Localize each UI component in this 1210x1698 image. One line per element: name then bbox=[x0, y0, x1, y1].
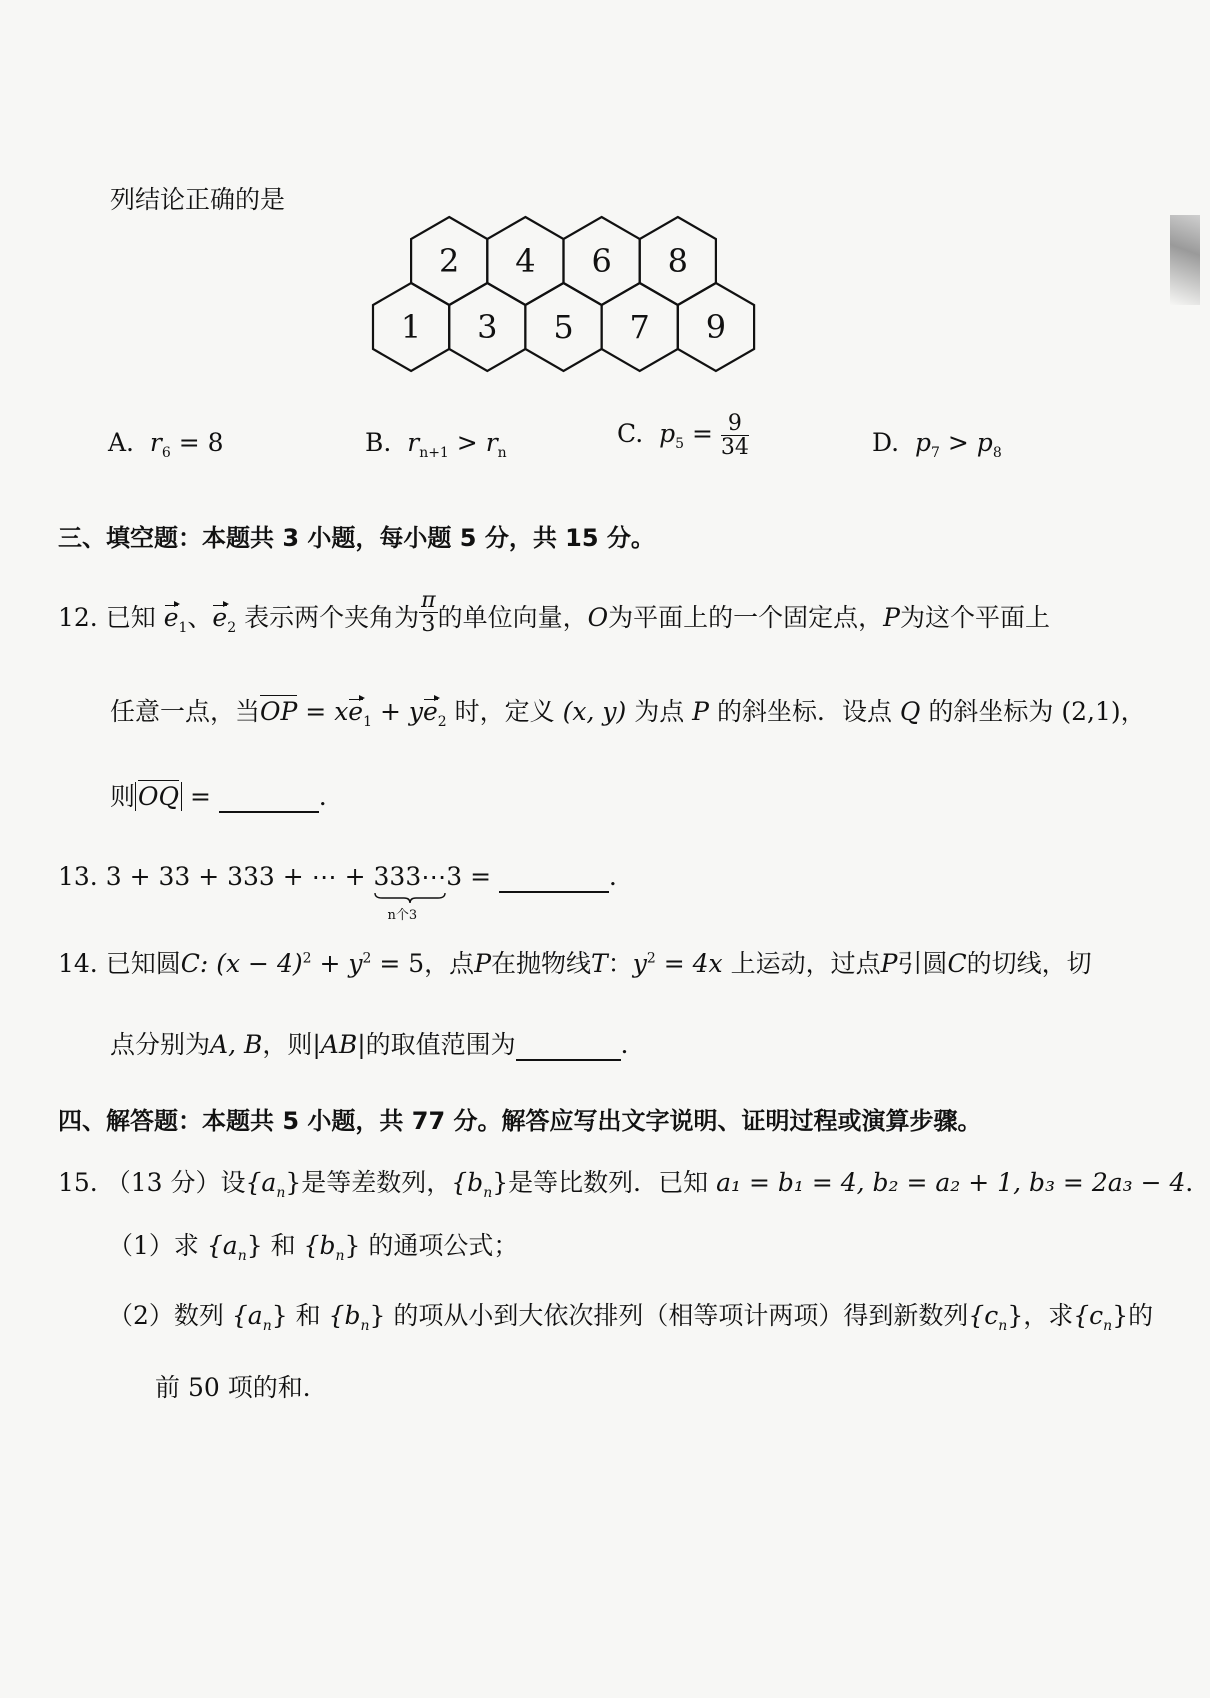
hexagon-figure bbox=[370, 215, 770, 375]
q14-text-c: 在抛物线 bbox=[491, 949, 592, 978]
option-a-label: A. bbox=[108, 428, 135, 457]
vector-OP: OP bbox=[260, 697, 298, 726]
underbrace-label: n个3 bbox=[387, 908, 418, 923]
point-P-14b: P bbox=[880, 949, 898, 978]
q14-text-a: 已知圆 bbox=[105, 949, 181, 978]
q15-text-a: 设 bbox=[220, 1168, 246, 1197]
option-b-left-sub: n+1 bbox=[419, 445, 449, 461]
q15-part2-c: 的项从小到大依次排列（相等项计两项）得到新数列 bbox=[393, 1301, 969, 1330]
q14-text-l2c: 的取值范围为 bbox=[365, 1030, 516, 1059]
abs-OQ bbox=[135, 782, 182, 811]
hexagon-number: 2 bbox=[439, 242, 460, 280]
three-denominator: 3 bbox=[421, 612, 436, 637]
question-15-part-2-line-2: 前 50 项的和． bbox=[155, 1373, 328, 1402]
hexagon-number: 9 bbox=[705, 308, 727, 346]
q12-text-b: 表示两个夹角为 bbox=[244, 603, 420, 632]
q15-text-b: 是等差数列， bbox=[301, 1168, 452, 1197]
hexagon-number: 5 bbox=[553, 308, 574, 346]
parabola-sq: 2 bbox=[646, 950, 656, 967]
answer-blank-12[interactable] bbox=[219, 782, 319, 813]
scan-edge-shadow bbox=[1170, 215, 1200, 305]
seq-b-sub: n bbox=[483, 1185, 493, 1201]
vector-e1-b: e bbox=[348, 697, 364, 726]
option-a bbox=[108, 428, 224, 461]
answer-blank-13[interactable] bbox=[499, 862, 609, 893]
pi-over-3-fraction bbox=[419, 589, 437, 636]
seq-b-close: } bbox=[492, 1168, 509, 1197]
p1-seq-a-sub: n bbox=[237, 1248, 247, 1264]
option-d-label: D. bbox=[872, 428, 900, 457]
q15-part1-c: 的通项公式； bbox=[368, 1231, 519, 1260]
p2-seq-b: {b bbox=[328, 1301, 361, 1330]
p2-seq-b-sub: n bbox=[360, 1318, 370, 1334]
option-b-op: > bbox=[448, 428, 486, 457]
var-x: x bbox=[334, 697, 349, 726]
q14-text-l2a: 点分别为 bbox=[110, 1030, 211, 1059]
q15-part1-b: 和 bbox=[270, 1231, 296, 1260]
question-13-number: 13. bbox=[58, 862, 98, 891]
option-c-eq: = bbox=[684, 419, 721, 449]
underbrace-icon bbox=[374, 892, 446, 904]
question-15-number: 15. bbox=[58, 1168, 98, 1197]
q12-text-l3a: 则 bbox=[110, 782, 136, 811]
question-12-line-2 bbox=[110, 692, 1146, 730]
hexagon-number: 4 bbox=[515, 242, 536, 280]
option-a-var: r bbox=[149, 428, 162, 457]
q12-text-l2e: 的斜坐标为 bbox=[928, 697, 1054, 726]
q15-period: ． bbox=[1185, 1168, 1210, 1197]
p2-seq-a-close: } bbox=[271, 1301, 288, 1330]
option-c-denominator: 34 bbox=[720, 435, 749, 461]
p1-seq-b: {b bbox=[303, 1231, 336, 1260]
q15-part2-e: 的 bbox=[1128, 1301, 1154, 1330]
option-a-rest: = 8 bbox=[170, 428, 224, 457]
question-15-line-1 bbox=[58, 1163, 1210, 1201]
q14-text-e: 上运动，过点 bbox=[722, 949, 881, 978]
point-P: P bbox=[883, 603, 900, 632]
p2-seq-a: {a bbox=[231, 1301, 263, 1330]
seq-a: {a bbox=[245, 1168, 277, 1197]
q12-text-a: 已知 bbox=[105, 603, 156, 632]
parabola-y: y bbox=[632, 949, 647, 978]
q14-text-b: ，点 bbox=[424, 949, 475, 978]
option-c-numerator: 9 bbox=[721, 412, 749, 436]
q15-part2-a: 数列 bbox=[173, 1301, 224, 1330]
coord-2-1: (2,1) bbox=[1061, 697, 1121, 726]
question-14-line-1 bbox=[58, 944, 1092, 980]
p2-seq-c-close: } bbox=[1007, 1301, 1024, 1330]
q15-part2-d: ，求 bbox=[1023, 1301, 1074, 1330]
hexagon-number: 3 bbox=[477, 308, 498, 346]
question-12-line-3 bbox=[110, 777, 344, 813]
hexagon-number: 6 bbox=[591, 242, 612, 280]
option-d-op: > bbox=[939, 428, 977, 457]
q15-part2-label: （2） bbox=[108, 1301, 174, 1330]
option-d-right-sub: 8 bbox=[992, 445, 1002, 461]
q14-period: ． bbox=[620, 1030, 646, 1059]
option-c-var: p bbox=[659, 419, 676, 449]
vector-e2-b-sub: 2 bbox=[437, 714, 447, 730]
circle-eq-a: : (x − 4) bbox=[199, 949, 303, 978]
section-3-title: 三、填空题：本题共 3 小题，每小题 5 分，共 15 分。 bbox=[58, 524, 655, 552]
seq-b: {b bbox=[451, 1168, 484, 1197]
p2-seq-c: {c bbox=[968, 1301, 999, 1330]
question-14-line-2 bbox=[110, 1025, 646, 1061]
q13-underbrace-term bbox=[373, 862, 463, 923]
p2-seq-c-b: {c bbox=[1073, 1301, 1104, 1330]
coord-xy: (x, y) bbox=[562, 697, 627, 726]
q15-conditions: a₁ = b₁ = 4, b₂ = a₂ + 1, b₃ = 2a₃ − 4 bbox=[716, 1168, 1186, 1197]
option-b-right: r bbox=[485, 428, 498, 457]
q13-tail: 333⋯3 bbox=[373, 862, 463, 891]
hexagon-number: 8 bbox=[667, 242, 689, 280]
seq-a-sub: n bbox=[276, 1185, 286, 1201]
q15-part1-a: 求 bbox=[173, 1231, 199, 1260]
vector-e2-b: e bbox=[422, 697, 438, 726]
q12-comma: ， bbox=[1120, 697, 1146, 726]
q13-expr: 3 + 33 + 333 + ⋯ + bbox=[105, 862, 374, 891]
q12-text-l2a: 任意一点，当 bbox=[110, 697, 261, 726]
p1-seq-b-close: } bbox=[344, 1231, 361, 1260]
hexagon-number: 1 bbox=[400, 308, 422, 346]
option-c-fraction bbox=[721, 412, 749, 459]
section-4-title: 四、解答题：本题共 5 小题，共 77 分。解答应写出文字说明、证明过程或演算步骤。 bbox=[58, 1107, 982, 1135]
q12-plus: + bbox=[372, 697, 409, 726]
p2-seq-a-sub: n bbox=[262, 1318, 272, 1334]
p2-seq-c-b-sub: n bbox=[1103, 1318, 1113, 1334]
circle-C: C bbox=[180, 949, 200, 978]
hexagon-number: 7 bbox=[629, 308, 650, 346]
vector-OQ: OQ bbox=[138, 782, 180, 811]
p1-seq-a-close: } bbox=[246, 1231, 263, 1260]
q15-text-c: 是等比数列．已知 bbox=[508, 1168, 709, 1197]
point-P-14: P bbox=[474, 949, 492, 978]
pi-numerator: π bbox=[421, 587, 436, 613]
p1-seq-b-sub: n bbox=[335, 1248, 345, 1264]
q13-period: ． bbox=[609, 862, 635, 891]
option-d-left: p bbox=[915, 428, 932, 457]
answer-blank-14[interactable] bbox=[516, 1030, 621, 1061]
seq-a-close: } bbox=[285, 1168, 302, 1197]
option-b-right-sub: n bbox=[497, 445, 507, 461]
option-d-left-sub: 7 bbox=[931, 445, 940, 461]
q12-text-e: 为这个平面上 bbox=[899, 603, 1050, 632]
option-b-label: B. bbox=[365, 428, 392, 457]
q14-text-l2b: ，则 bbox=[262, 1030, 313, 1059]
question-15-part-2 bbox=[108, 1296, 1153, 1334]
q15-part1-label: （1） bbox=[108, 1231, 174, 1260]
circle-eq-c: = 5 bbox=[371, 949, 425, 978]
parabola-rhs: = 4x bbox=[655, 949, 723, 978]
q12-period: ． bbox=[318, 782, 344, 811]
var-y: y bbox=[408, 697, 423, 726]
circle-eq-sq1: 2 bbox=[302, 950, 312, 967]
p2-seq-c-sub: n bbox=[998, 1318, 1008, 1334]
q12-eq: = bbox=[297, 697, 335, 726]
option-b bbox=[365, 428, 507, 461]
point-P-b: P bbox=[692, 697, 709, 726]
q14-text-g: 的切线，切 bbox=[966, 949, 1092, 978]
q12-text-l2c: 为点 bbox=[634, 697, 685, 726]
q12-text-l2d: 的斜坐标．设点 bbox=[716, 697, 892, 726]
point-Q: Q bbox=[899, 697, 921, 726]
question-12-line-1 bbox=[58, 587, 1050, 637]
q13-eq: = bbox=[462, 862, 499, 891]
question-15-score: （13 分） bbox=[105, 1168, 221, 1197]
option-d-right: p bbox=[976, 428, 993, 457]
vector-e1: e bbox=[163, 603, 179, 632]
question-11-tail: 列结论正确的是 bbox=[110, 185, 286, 214]
circle-eq-b: + y bbox=[311, 949, 363, 978]
p2-seq-c-b-close: } bbox=[1112, 1301, 1129, 1330]
option-c bbox=[617, 412, 749, 459]
q12-sep: 、 bbox=[187, 603, 213, 632]
q14-text-d: ： bbox=[607, 949, 633, 978]
circle-C-b: C bbox=[947, 949, 967, 978]
option-d bbox=[872, 428, 1002, 461]
abs-AB: |AB| bbox=[312, 1030, 366, 1059]
p1-seq-a: {a bbox=[206, 1231, 238, 1260]
point-O: O bbox=[587, 603, 609, 632]
question-12-number: 12. bbox=[58, 603, 98, 632]
vector-e2-sub: 2 bbox=[227, 620, 237, 636]
option-a-sub: 6 bbox=[161, 445, 171, 461]
p2-seq-b-close: } bbox=[369, 1301, 386, 1330]
q12-text-c: 的单位向量， bbox=[437, 603, 588, 632]
q12-l3-eq: = bbox=[182, 782, 219, 811]
q14-text-f: 引圆 bbox=[897, 949, 948, 978]
points-AB: A, B bbox=[210, 1030, 263, 1059]
option-c-label: C. bbox=[617, 419, 644, 449]
parabola-T: T bbox=[591, 949, 608, 978]
question-15-part-1 bbox=[108, 1226, 518, 1264]
q15-part2-b: 和 bbox=[295, 1301, 321, 1330]
question-14-number: 14. bbox=[58, 949, 98, 978]
option-c-sub: 5 bbox=[675, 436, 685, 453]
vector-e1-sub: 1 bbox=[178, 620, 188, 636]
option-b-left: r bbox=[407, 428, 420, 457]
circle-eq-sq2: 2 bbox=[362, 950, 372, 967]
q12-text-d: 为平面上的一个固定点， bbox=[608, 603, 884, 632]
vector-e2: e bbox=[212, 603, 228, 632]
q12-text-l2b: 时，定义 bbox=[454, 697, 555, 726]
question-13 bbox=[58, 857, 635, 923]
vector-e1-b-sub: 1 bbox=[363, 714, 373, 730]
